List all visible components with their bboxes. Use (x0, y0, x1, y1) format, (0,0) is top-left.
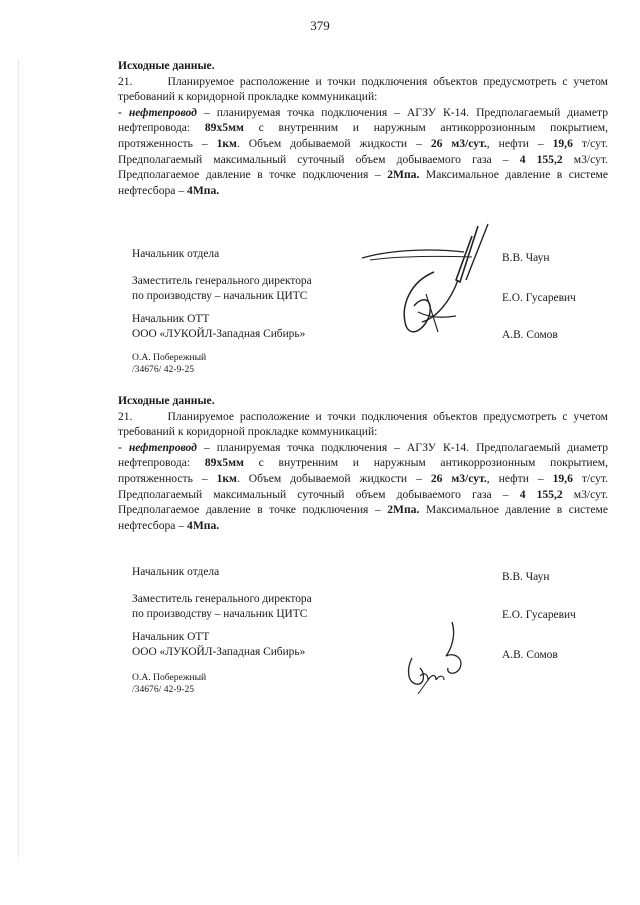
liquid-label: . Объем добываемой жидкости – (236, 136, 431, 150)
object-prefix: - (118, 440, 129, 454)
name-chaun: В.В. Чаун (502, 571, 550, 583)
item-line-1 (118, 74, 608, 90)
gas-unit: м3/сут. (562, 152, 609, 166)
sbor-line (118, 183, 608, 199)
executor-name: О.А. Побережный (132, 672, 207, 683)
volume-line (118, 471, 608, 487)
role-ott-line-2: ООО «ЛУКОЙЛ-Западная Сибирь» (132, 328, 306, 340)
executor-2 (132, 672, 206, 696)
pressure-value: 2Мпа. (387, 503, 420, 517)
pipe-text: с внутренним и наружным антикоррозионным покрытием, (243, 121, 608, 135)
oil-value: 19,6 (552, 136, 573, 150)
gas-line (118, 152, 608, 168)
role-deputy-director (132, 274, 312, 304)
sbor-label: нефтесбора – (118, 183, 188, 197)
pressure-label: Предполагаемое давление в точке подключения – (118, 168, 388, 182)
role-head-of-department: Начальник отдела (132, 248, 220, 260)
pipe-size: 89х5мм (204, 121, 244, 135)
sbor-value: 4Мпа. (187, 183, 220, 197)
pressure-label: Предполагаемое давление в точке подключения – (118, 503, 388, 517)
oil-label: , нефти – (486, 471, 553, 485)
object-name: нефтепровод (128, 105, 197, 119)
object-text: – планируемая точка подключения – АГЗУ К-14. Предполагаемый диаметр (196, 440, 609, 454)
executor-phone: /34676/ 42-9-25 (132, 364, 195, 375)
length-value: 1км (216, 136, 237, 150)
block-heading: Исходные данные. (118, 394, 215, 407)
role-head-of-department: Начальник отдела (132, 566, 220, 578)
volume-line (118, 136, 608, 152)
length-label: протяженность – (118, 471, 217, 485)
object-text: – планируемая точка подключения – АГЗУ К-14. Предполагаемый диаметр (196, 105, 609, 119)
source-data-block-1 (118, 58, 608, 198)
gas-line (118, 487, 608, 503)
name-gusarevich: Е.О. Гусаревич (502, 609, 576, 621)
liquid-label: . Объем добываемой жидкости – (236, 471, 431, 485)
gas-value: 4 155,2 (519, 487, 563, 501)
length-label: протяженность – (118, 136, 217, 150)
role-deputy-director (132, 592, 312, 622)
gas-unit: м3/сут. (562, 487, 609, 501)
role-deputy-director-line-2: по производству – начальник ЦИТС (132, 290, 308, 302)
role-ott-line-2: ООО «ЛУКОЙЛ-Западная Сибирь» (132, 646, 306, 658)
role-deputy-director-line-1: Заместитель генерального директора (132, 593, 312, 605)
pipe-label: нефтепровода: (118, 121, 205, 135)
sbor-label: нефтесбора – (118, 518, 188, 532)
name-chaun: В.В. Чаун (502, 252, 550, 264)
item-line-1 (118, 409, 608, 425)
oil-value: 19,6 (552, 471, 573, 485)
role-deputy-director-line-1: Заместитель генерального директора (132, 275, 312, 287)
object-line (118, 105, 608, 121)
source-data-block-2 (118, 393, 608, 533)
role-ott-head (132, 630, 305, 660)
pressure-value: 2Мпа. (387, 168, 420, 182)
role-ott-line-1: Начальник ОТТ (132, 631, 210, 643)
liquid-value: 26 м3/сут. (430, 136, 487, 150)
executor-1 (132, 352, 206, 376)
name-gusarevich: Е.О. Гусаревич (502, 292, 576, 304)
pressure-line (118, 502, 608, 518)
role-ott-line-1: Начальник ОТТ (132, 313, 210, 325)
item-text: Планируемое расположение и точки подключения объектов предусмотреть с учетом (167, 409, 609, 423)
sbor-line (118, 518, 608, 534)
object-prefix: - (118, 105, 129, 119)
gas-label: Предполагаемый максимальный суточный объем добываемого газа – (118, 152, 520, 166)
max-pressure-label: Максимальное давление в системе (419, 503, 608, 517)
name-somov: А.В. Сомов (502, 649, 558, 661)
sbor-value: 4Мпа. (187, 518, 220, 532)
pipe-line (118, 120, 608, 136)
page-number: 379 (310, 18, 330, 33)
liquid-value: 26 м3/сут. (430, 471, 487, 485)
oil-unit: т/сут. (572, 471, 608, 485)
handwritten-signature-2 (398, 618, 478, 698)
object-name: нефтепровод (128, 440, 197, 454)
max-pressure-label: Максимальное давление в системе (419, 168, 608, 182)
pipe-text: с внутренним и наружным антикоррозионным покрытием, (243, 456, 608, 470)
item-number: 21. (118, 74, 133, 88)
item-number: 21. (118, 409, 133, 423)
oil-unit: т/сут. (572, 136, 608, 150)
item-line-2: требований к коридорной прокладке коммуникаций: (118, 90, 378, 104)
gas-label: Предполагаемый максимальный суточный объем добываемого газа – (118, 487, 520, 501)
scan-edge (18, 60, 20, 860)
role-deputy-director-line-2: по производству – начальник ЦИТС (132, 608, 308, 620)
handwritten-signature-1 (360, 222, 500, 352)
executor-phone: /34676/ 42-9-25 (132, 684, 195, 695)
oil-label: , нефти – (486, 136, 553, 150)
object-line (118, 440, 608, 456)
pipe-line (118, 455, 608, 471)
block-heading: Исходные данные. (118, 59, 215, 72)
item-text: Планируемое расположение и точки подключения объектов предусмотреть с учетом (167, 74, 609, 88)
length-value: 1км (216, 471, 237, 485)
executor-name: О.А. Побережный (132, 352, 207, 363)
pipe-label: нефтепровода: (118, 456, 205, 470)
pressure-line (118, 167, 608, 183)
gas-value: 4 155,2 (519, 152, 563, 166)
name-somov: А.В. Сомов (502, 329, 558, 341)
role-ott-head (132, 312, 305, 342)
pipe-size: 89х5мм (204, 456, 244, 470)
item-line-2: требований к коридорной прокладке коммуникаций: (118, 425, 378, 439)
